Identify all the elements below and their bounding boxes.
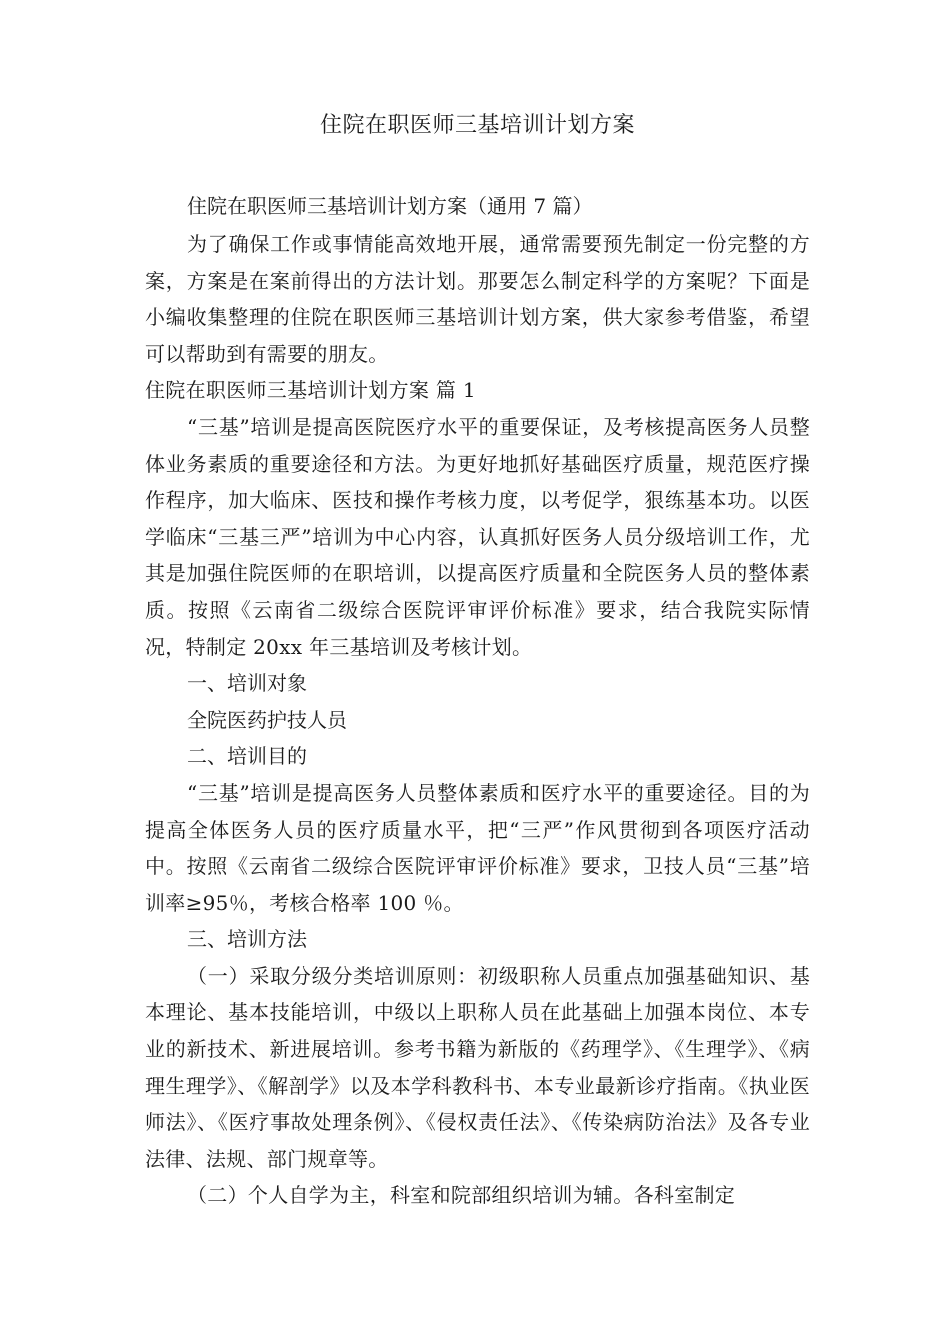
training-purpose-body: “三基”培训是提高医务人员整体素质和医疗水平的重要途径。目的为提高全体医务人员的医疗质量水平，把“三严”作风贯彻到各项医疗活动中。按照《云南省二级综合医院评审评价标准》要求，卫技人员“三基”培训率≥95％，考核合格率 100 ％。 xyxy=(145,780,810,915)
document-title: 住院在职医师三基培训计划方案 xyxy=(319,113,635,138)
document-subtitle: 住院在职医师三基培训计划方案（通用 7 篇） xyxy=(187,194,593,218)
intro-paragraph: 为了确保工作或事情能高效地开展，通常需要预先制定一份完整的方案，方案是在案前得出的方法计划。那要怎么制定科学的方案呢？下面是小编收集整理的住院在职医师三基培训计划方案，供大家参考借鉴，希望可以帮助到有需要的朋友。 xyxy=(145,232,810,366)
section-title: 住院在职医师三基培训计划方案 篇 1 xyxy=(145,378,476,403)
heading-training-method: 三、培训方法 xyxy=(187,927,307,952)
heading-training-purpose: 二、培训目的 xyxy=(187,744,307,769)
training-method-paragraph-1: （一）采取分级分类培训原则：初级职称人员重点加强基础知识、基本理论、基本技能培训，中级以上职称人员在此基础上加强本岗位、本专业的新技术、新进展培训。参考书籍为新版的《药理学》、《生理学》、《病理生理学》、《解剖学》以及本学科教科书、本专业最新诊疗指南。《执业医师法》、《医疗事故处理条例》、《侵权责任法》、《传染病防治法》及各专业法律、法规、部门规章等。 xyxy=(145,963,810,1171)
training-target-body: 全院医药护技人员 xyxy=(187,707,347,732)
training-method-paragraph-2: （二）个人自学为主，科室和院部组织培训为辅。各科室制定 xyxy=(187,1183,736,1208)
paragraph-1: “三基”培训是提高医院医疗水平的重要保证，及考核提高医务人员整体业务素质的重要途径和方法。为更好地抓好基础医疗质量，规范医疗操作程序，加大临床、医技和操作考核力度，以考促学，狠练基本功。以医学临床“三基三严”培训为中心内容，认真抓好医务人员分级培训工作，尤其是加强住院医师的在职培训，以提高医疗质量和全院医务人员的整体素质。按照《云南省二级综合医院评审评价标准》要求，结合我院实际情况，特制定 20xx 年三基培训及考核计划。 xyxy=(145,414,810,659)
heading-training-target: 一、培训对象 xyxy=(187,671,307,696)
